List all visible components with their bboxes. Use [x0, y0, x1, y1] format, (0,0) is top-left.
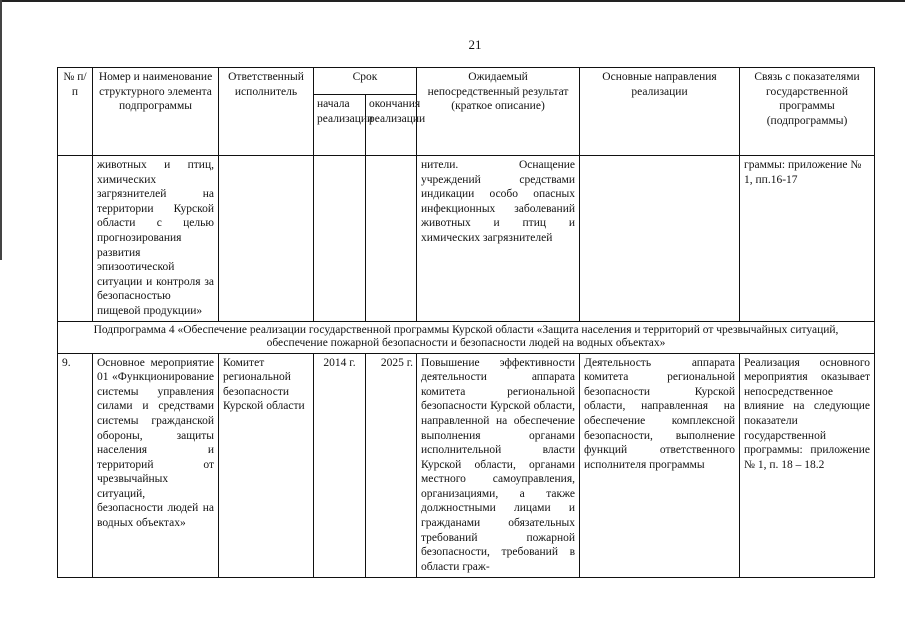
row9-name: Основное мероприятие 01 «Функционирование системы управления силами и средствами системы гражданской обороны, защиты населения и территорий от чрезвычайных ситуаций, безопасности людей на водных объектах»: [93, 353, 219, 577]
continued-num: [58, 156, 93, 322]
row9-end: 2025 г.: [366, 353, 417, 577]
header-num: № п/п: [58, 68, 93, 156]
scan-border-left: [0, 0, 2, 260]
continued-start: [314, 156, 366, 322]
header-name: Номер и наименование структурного элемента подпрограммы: [93, 68, 219, 156]
header-row: [58, 68, 875, 95]
row9-executor: Комитет региональной безопасности Курской области: [219, 353, 314, 577]
header-directions: Основные направления реализации: [580, 68, 740, 156]
row9-link: Реализация основного мероприятия оказывает непосредственное влияние на следующие показатели государственной программы: приложение № 1, п. 18 – 18.2: [740, 353, 875, 577]
header-executor: Ответственный исполнитель: [219, 68, 314, 156]
continued-name: животных и птиц, химических загрязнителей на территории Курской области с целью прогнозирования развития эпизоотической ситуации и контроля за безопасностью пищевой продукции»: [93, 156, 219, 322]
continued-result: нители. Оснащение учреждений средствами индикации особо опасных инфекционных заболеваний животных и птиц и химических загрязнителей: [417, 156, 580, 322]
row9-num: 9.: [58, 353, 93, 577]
continued-row: [58, 156, 875, 322]
continued-executor: [219, 156, 314, 322]
program-table: [57, 67, 875, 578]
header-term: Срок: [314, 68, 417, 95]
row9-directions: Деятельность аппарата комитета региональной безопасности Курской области, направленная на обеспечение комплексной безопасности, выполнение функций ответственного исполнителя программы: [580, 353, 740, 577]
row9-start: 2014 г.: [314, 353, 366, 577]
table-row-9: [58, 353, 875, 577]
row9-result: Повышение эффективности деятельности аппарата комитета региональной безопасности Курской области, направленной на обеспечение выполнения органами исполнительной власти Курской области, органами местного самоуправления, организациями, а также должностными лицами и гражданами обязательных требований пожарной безопасности, требований в области граж-: [417, 353, 580, 577]
continued-end: [366, 156, 417, 322]
header-link: Связь с показателями государственной программы (подпрограммы): [740, 68, 875, 156]
subprogram-row: [58, 321, 875, 353]
continued-link: граммы: приложение № 1, пп.16-17: [740, 156, 875, 322]
scan-border-top: [0, 0, 905, 2]
header-term-start: начала реализации: [314, 95, 366, 156]
continued-directions: [580, 156, 740, 322]
header-term-end: окончания реализации: [366, 95, 417, 156]
header-result: Ожидаемый непосредственный результат (краткое описание): [417, 68, 580, 156]
page-number: 21: [468, 37, 482, 52]
subprogram-title: Подпрограмма 4 «Обеспечение реализации государственной программы Курской области «Защита населения и территорий от чрезвычайных ситуаций, обеспечение пожарной безопасности и безопасности людей на водных объектах»: [58, 321, 875, 353]
